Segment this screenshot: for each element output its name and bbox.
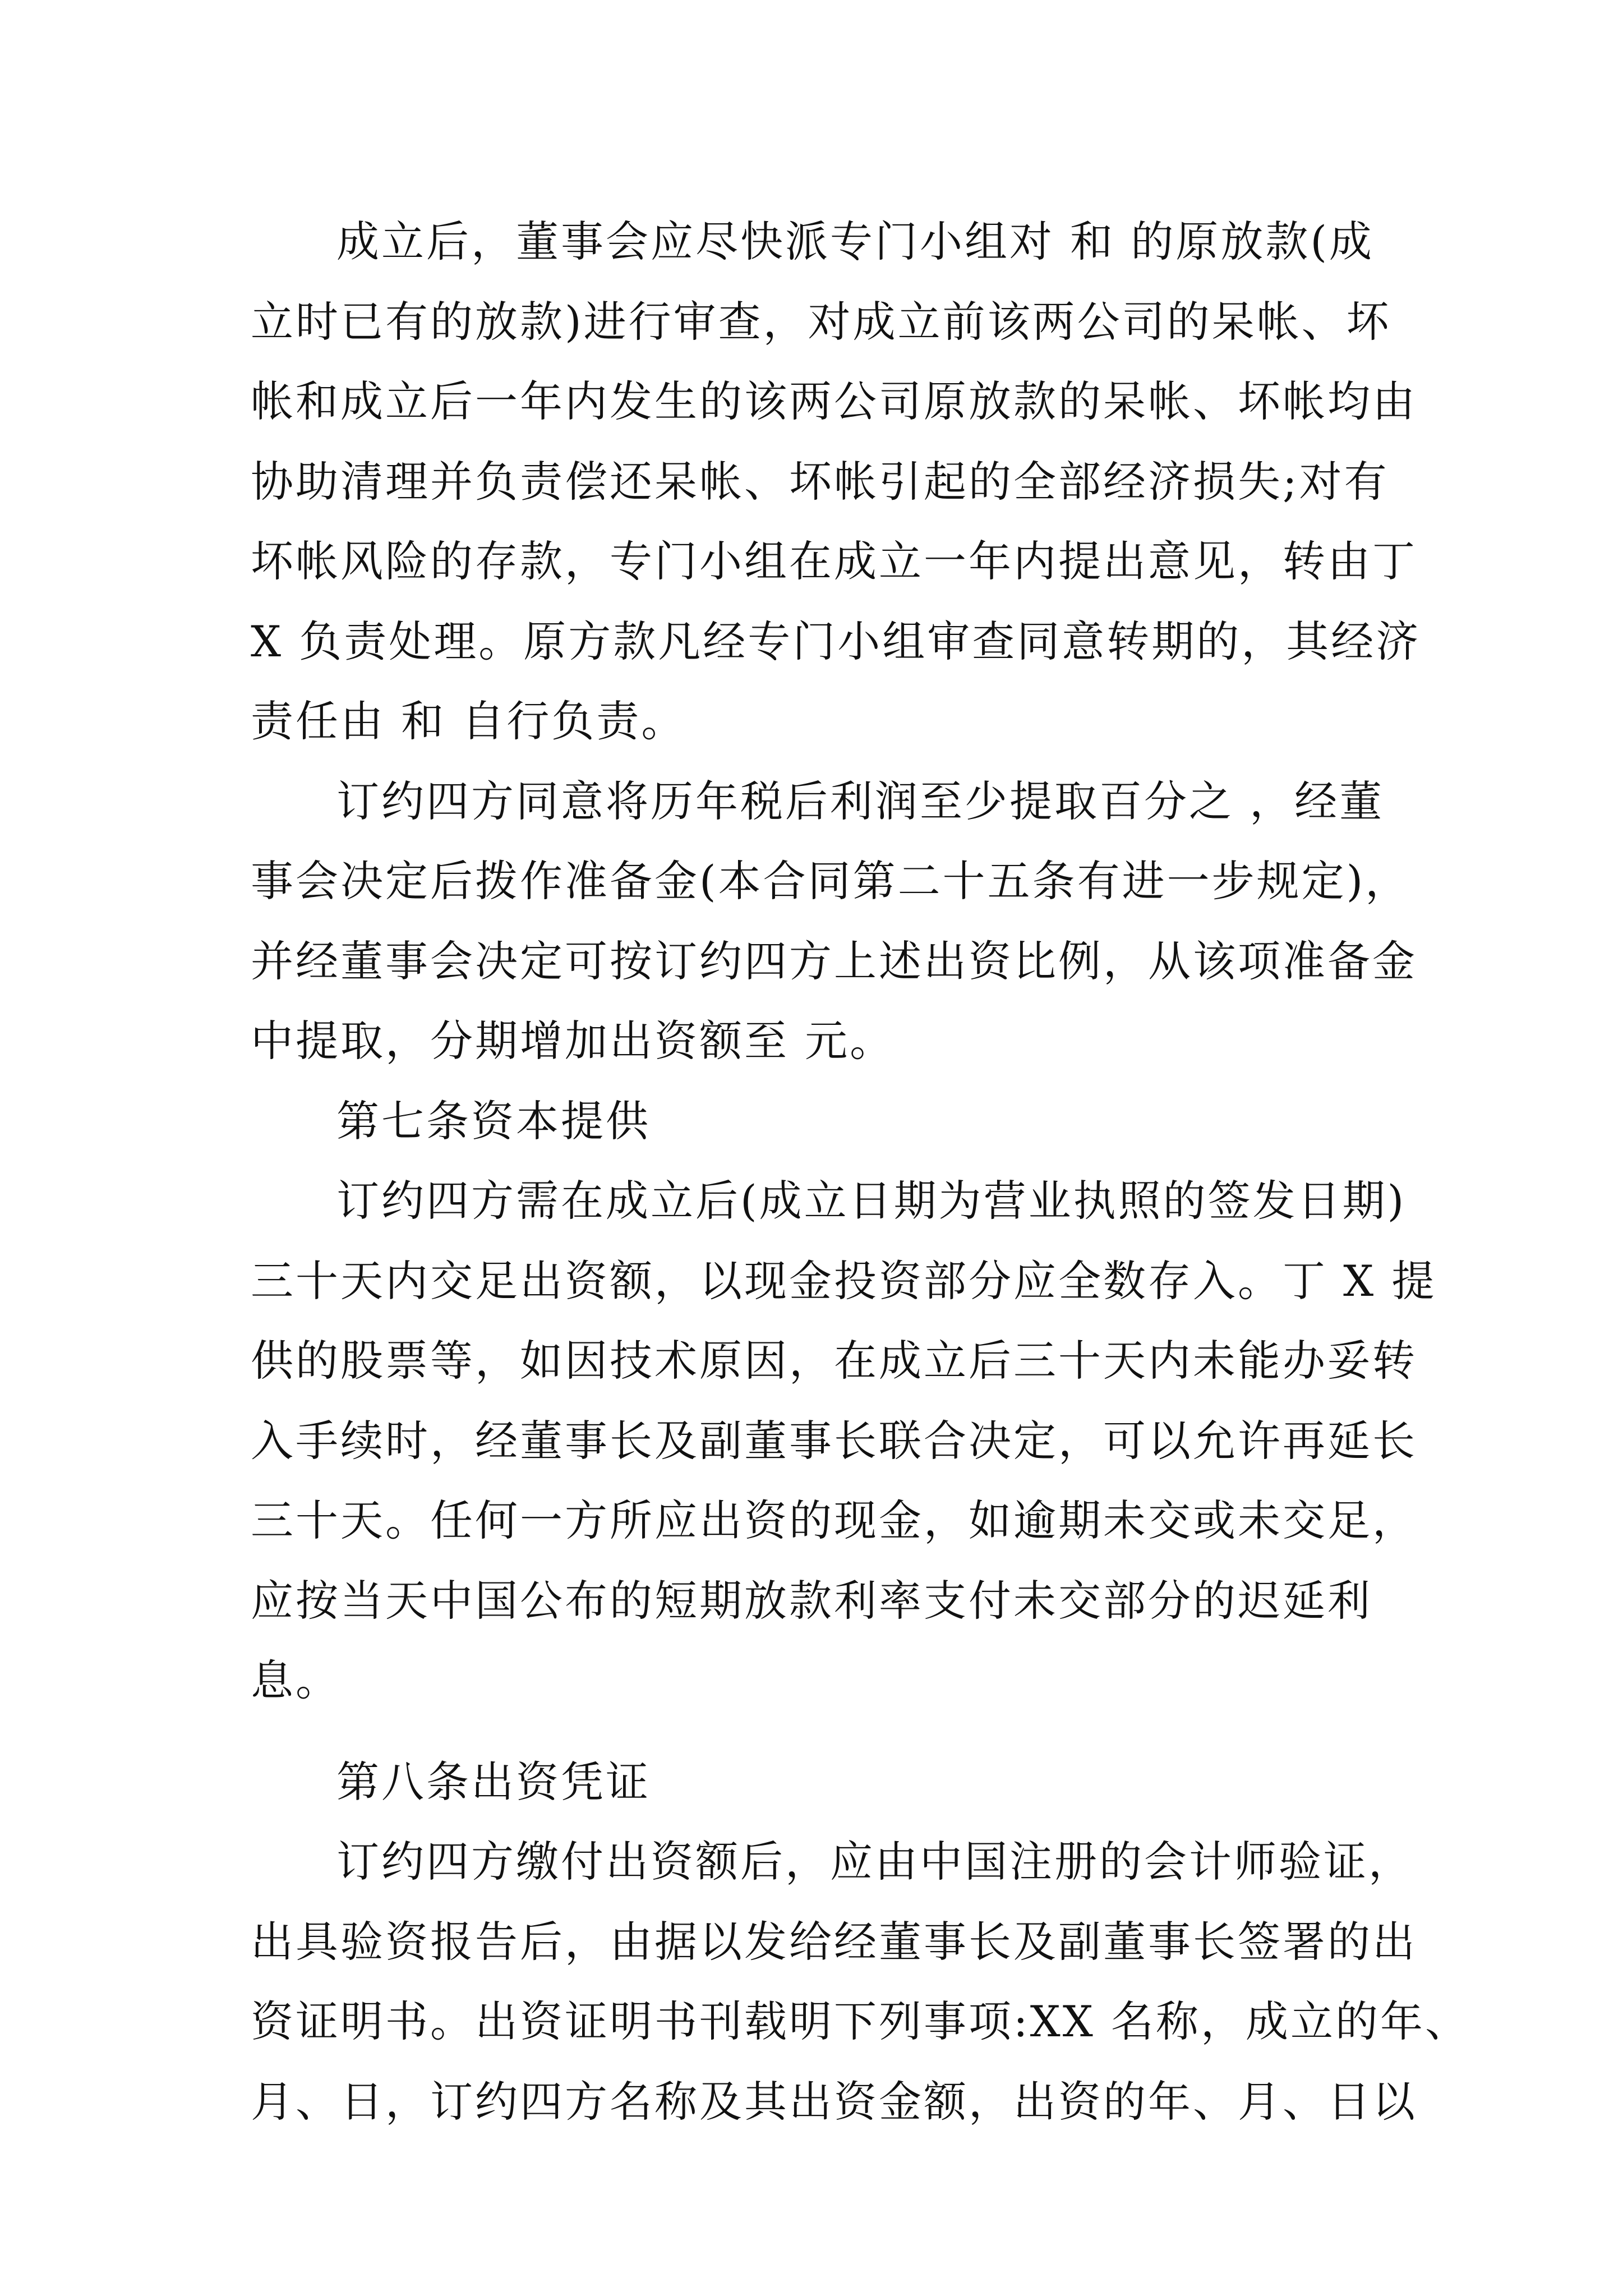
text-line: 订约四方需在成立后(成立日期为营业执照的签发日期) [336, 1176, 1407, 1226]
text-line: 息。 [251, 1655, 340, 1705]
text-line: 中提取，分期增加出资额至 元。 [251, 1016, 895, 1066]
paragraph-2 [251, 762, 1417, 1082]
text-line: 成立后，董事会应尽快派专门小组对 和 的原放款(成 [336, 217, 1374, 266]
text-line: 立时已有的放款)进行审查，对成立前该两公司的呆帐、坏 [251, 296, 1391, 347]
text-line: 月、日，订约四方名称及其出资金额，出资的年、月、日以 [251, 2076, 1417, 2127]
text-line: 责任由 和 自行负责。 [251, 696, 686, 746]
text-line: 帐和成立后一年内发生的该两公司原放款的呆帐、坏帐均由 [251, 376, 1417, 426]
paragraph-1 [251, 202, 1421, 762]
text-line: 坏帐风险的存款，专门小组在成立一年内提出意见，转由丁 [251, 536, 1417, 586]
text-line: 并经董事会决定可按订约四方上述出资比例，从该项准备金 [251, 936, 1417, 986]
paragraph-4 [251, 1822, 1470, 2142]
text-line: 订约四方缴付出资额后，应由中国注册的会计师验证， [336, 1837, 1413, 1887]
section-heading-article-7: 第七条资本提供 [336, 1096, 651, 1146]
section-heading-article-8: 第八条出资凭证 [336, 1756, 651, 1807]
text-line: 入手续时，经董事长及副董事长联合决定，可以允许再延长 [251, 1415, 1417, 1466]
text-line: 三十天。任何一方所应出资的现金，如逾期未交或未交足， [251, 1496, 1417, 1545]
text-line: 事会决定后拨作准备金(本合同第二十五条有进一步规定)， [251, 856, 1410, 906]
document-body [251, 202, 1470, 2142]
paragraph-3 [251, 1161, 1437, 1721]
text-line: 三十天内交足出资额，以现金投资部分应全数存入。丁 X 提 [251, 1255, 1437, 1306]
text-line: 协助清理并负责偿还呆帐、坏帐引起的全部经济损失;对有 [251, 456, 1389, 507]
text-line: 应按当天中国公布的短期放款利率支付未交部分的迟延利 [251, 1575, 1372, 1626]
spacer [251, 1721, 1372, 1742]
text-line: 资证明书。出资证明书刊载明下列事项:XX 名称，成立的年、 [251, 1996, 1470, 2046]
text-line: 供的股票等，如因技术原因，在成立后三十天内未能办妥转 [251, 1336, 1417, 1386]
text-line: 订约四方同意将历年税后利润至少提取百分之 ，经董 [336, 776, 1385, 826]
text-line: X 负责处理。原方款凡经专门小组审查同意转期的，其经济 [251, 616, 1421, 666]
text-line: 出具验资报告后，由据以发给经董事长及副董事长签署的出 [251, 1916, 1417, 1967]
